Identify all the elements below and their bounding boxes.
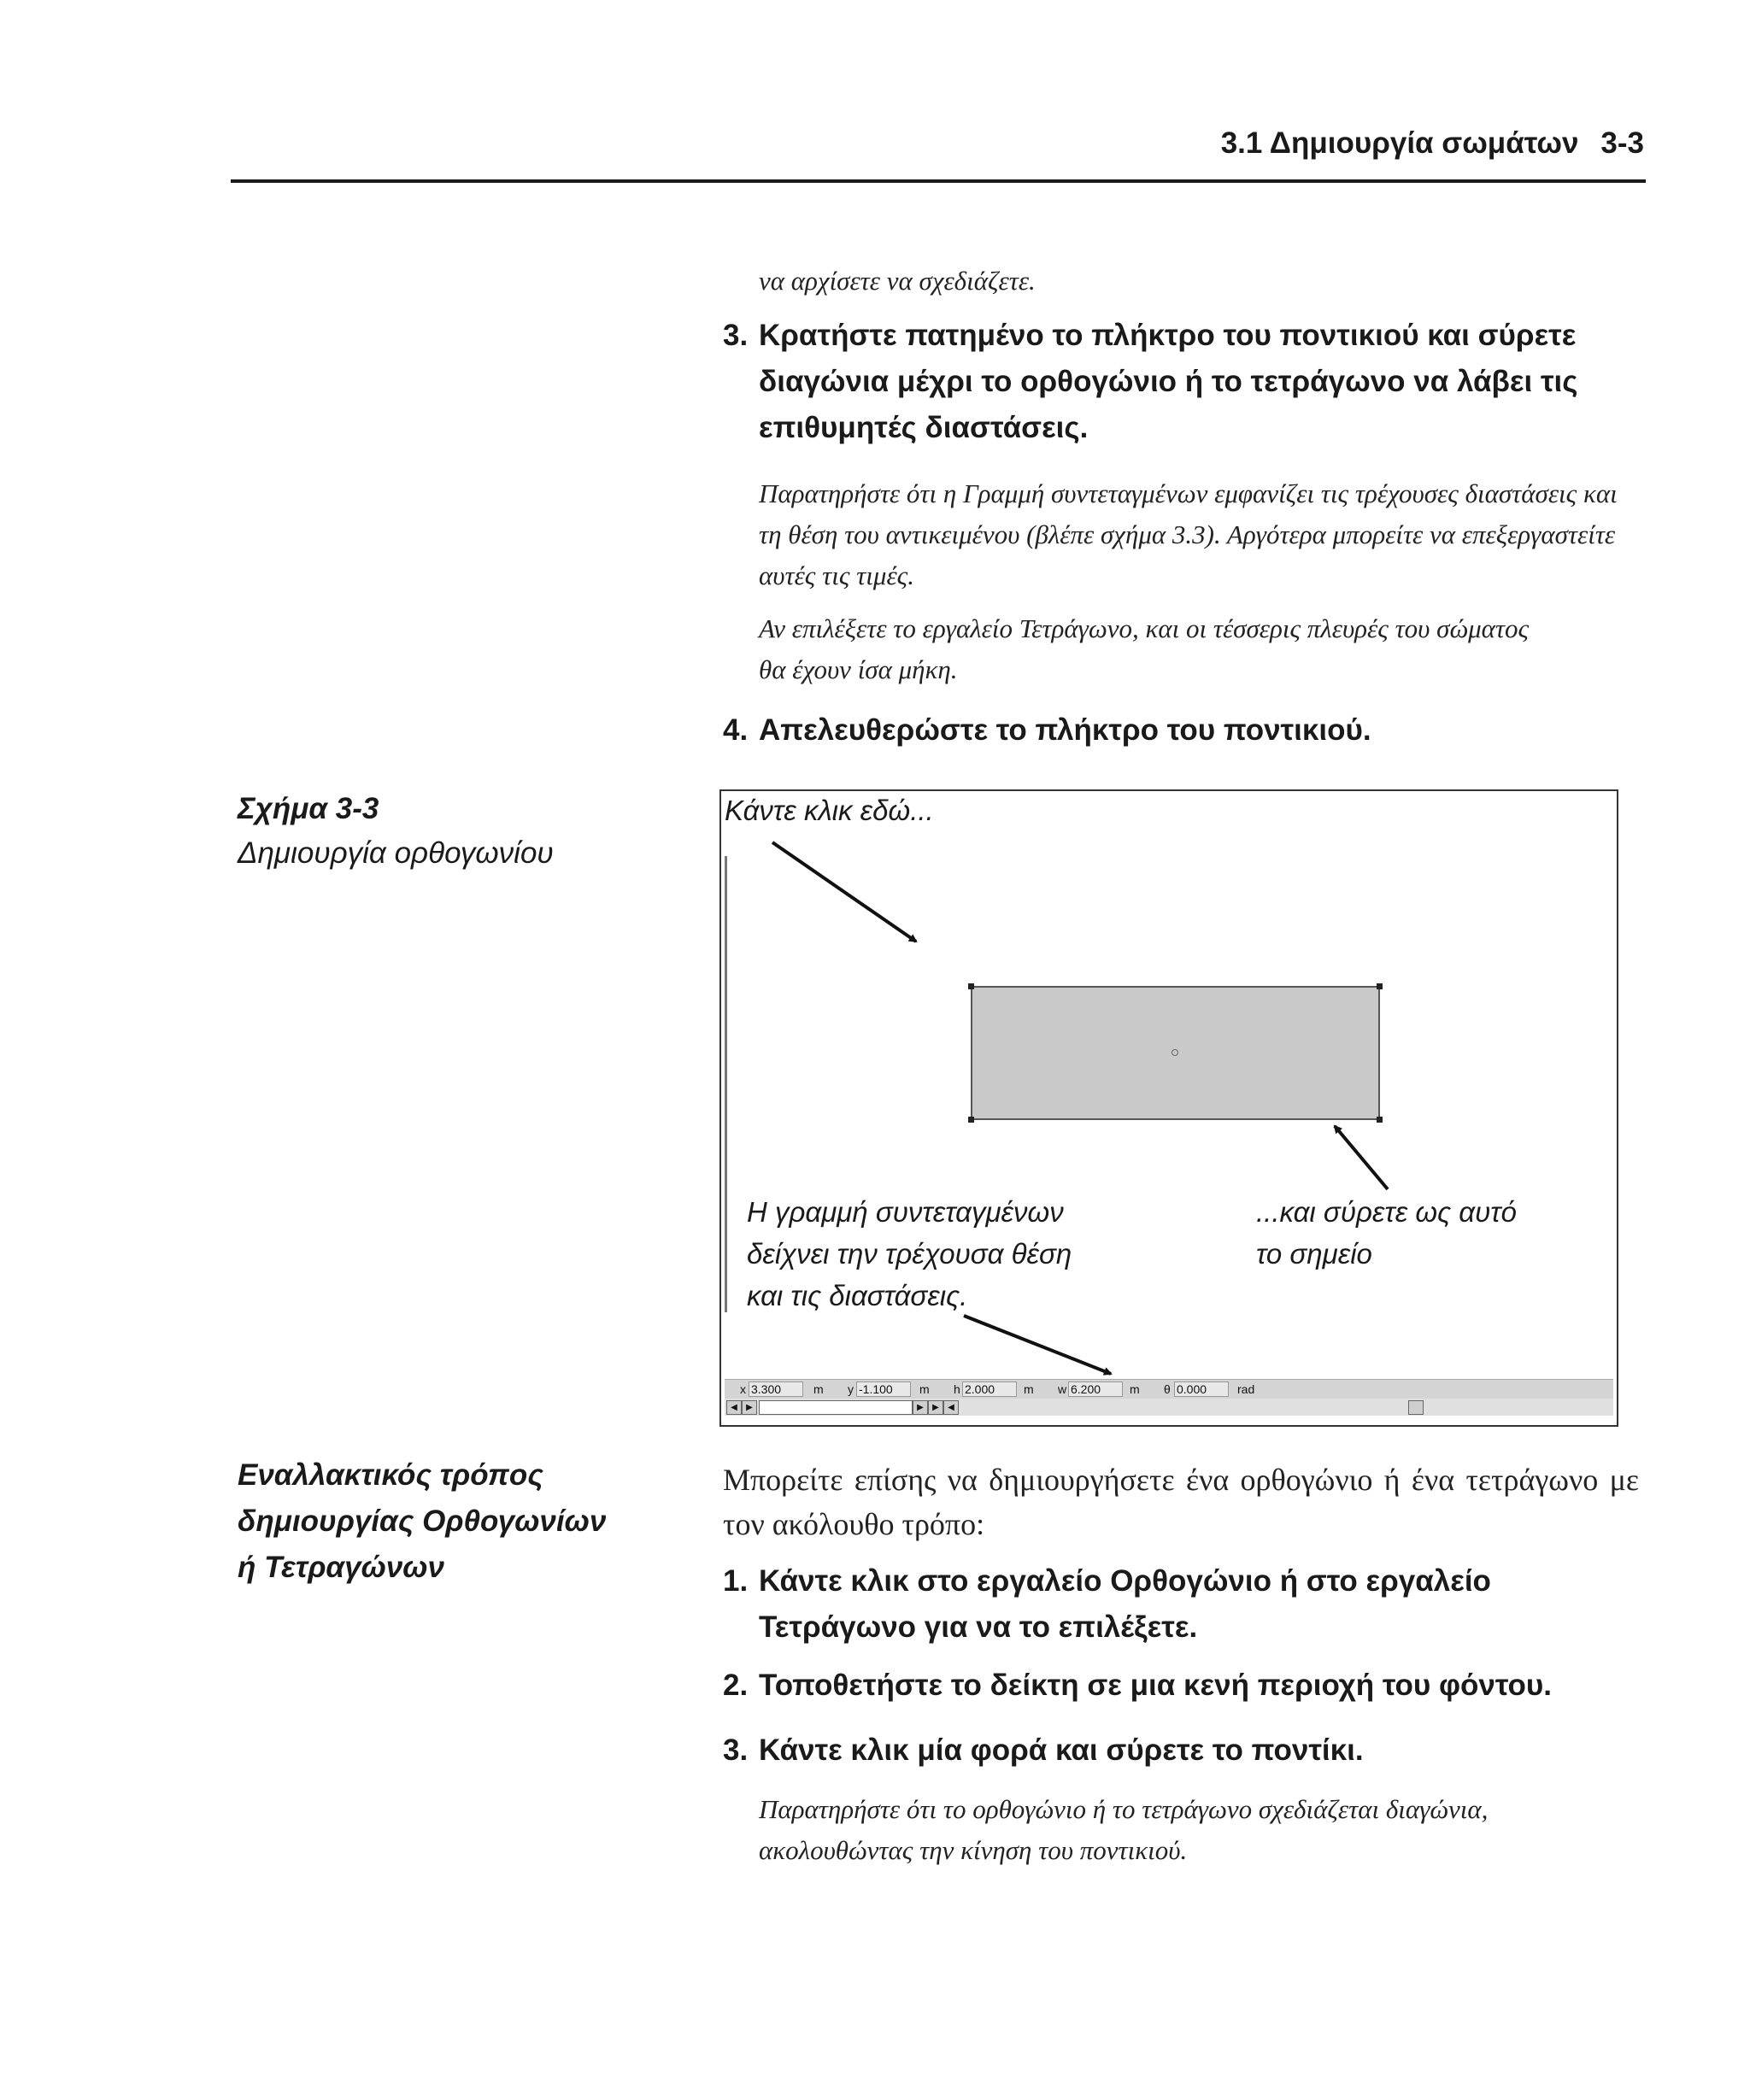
step-text: Τοποθετήστε το δείκτη σε μια κενή περιοχή του φόντου. xyxy=(759,1669,1552,1702)
y-unit: m xyxy=(919,1382,930,1396)
note-square: Αν επιλέξετε το εργαλείο Τετράγωνο, και οι τέσσερις πλευρές του σώματος θα έχουν ίσα μήκη. xyxy=(759,613,1530,684)
step-text: Απελευθερώστε το πλήκτρο του ποντικιού. xyxy=(759,713,1371,747)
heading-line: Εναλλακτικός τρόπος xyxy=(238,1458,543,1492)
drawn-rectangle[interactable] xyxy=(971,986,1380,1120)
x-field[interactable]: 3.300 xyxy=(749,1381,803,1397)
step-text: Κρατήστε πατημένο το πλήκτρο του ποντικιού και σύρετε διαγώνια μέχρι το ορθογώνιο ή το τετράγωνο να λάβει τις επιθυμητές διαστάσεις. xyxy=(759,319,1578,444)
theta-label: θ xyxy=(1164,1382,1171,1396)
header-rule xyxy=(231,179,1646,183)
label-line: Η γραμμή συντεταγμένων xyxy=(747,1196,1064,1228)
step-number: 4. xyxy=(723,713,749,747)
figure-rectangle-creation xyxy=(719,789,1618,1427)
horizontal-scrollbar[interactable] xyxy=(725,1399,1613,1416)
step-3-top xyxy=(723,313,1646,451)
label-line: το σημείο xyxy=(1256,1238,1372,1270)
scroll-track[interactable] xyxy=(759,1400,913,1415)
label-click-here: Κάντε κλικ εδώ... xyxy=(725,795,934,826)
h-field[interactable]: 2.000 xyxy=(962,1381,1017,1397)
x-label: x xyxy=(740,1382,746,1396)
handle-bottom-right[interactable] xyxy=(1377,1117,1383,1123)
alt-step-1 xyxy=(723,1558,1646,1651)
alt-step-2 xyxy=(723,1663,1646,1709)
arrow-click-here xyxy=(772,842,916,941)
label-line: δείχνει την τρέχουσα θέση xyxy=(747,1238,1072,1270)
coordinate-bar xyxy=(725,1379,1613,1399)
page-number: 3-3 xyxy=(1600,126,1644,160)
h-label: h xyxy=(954,1382,960,1396)
figure-number: Σχήμα 3-3 xyxy=(238,792,379,825)
page-last-icon[interactable]: ▶ xyxy=(913,1400,928,1415)
alt-method-intro: Μπορείτε επίσης να δημιουργήσετε ένα ορθογώνιο ή ένα τετράγωνο με τον ακόλουθο τρόπο: xyxy=(723,1463,1639,1541)
h-unit: m xyxy=(1024,1382,1034,1396)
w-field[interactable]: 6.200 xyxy=(1068,1381,1123,1397)
y-field[interactable]: -1.100 xyxy=(856,1381,911,1397)
alt-method-heading xyxy=(238,1452,606,1591)
heading-line: ή Τετραγώνων xyxy=(238,1551,444,1584)
page-end-icon[interactable]: ▶ xyxy=(928,1400,943,1415)
w-unit: m xyxy=(1130,1382,1140,1396)
alt-method-note: Παρατηρήστε ότι το ορθογώνιο ή το τετράγωνο σχεδιάζεται διαγώνια, ακολουθώντας την κίνηση του ποντικιού. xyxy=(759,1794,1489,1865)
heading-line: δημιουργίας Ορθογωνίων xyxy=(238,1505,607,1538)
arrow-drag-point xyxy=(1335,1126,1388,1189)
step-number: 1. xyxy=(723,1564,749,1598)
section-title: 3.1 Δημιουργία σωμάτων xyxy=(1220,126,1579,160)
intro-continuation: να αρχίσετε να σχεδιάζετε. xyxy=(759,266,1036,296)
arrow-coord-bar xyxy=(964,1316,1111,1374)
theta-field[interactable]: 0.000 xyxy=(1174,1381,1229,1397)
y-label: y xyxy=(848,1382,854,1396)
running-head xyxy=(1221,126,1644,161)
handle-top-right[interactable] xyxy=(1377,983,1383,989)
w-label: w xyxy=(1058,1382,1067,1396)
theta-unit: rad xyxy=(1237,1382,1255,1396)
alt-step-3 xyxy=(723,1728,1646,1774)
scroll-thumb[interactable] xyxy=(1408,1400,1424,1415)
label-line: ...και σύρετε ως αυτό xyxy=(1256,1196,1517,1228)
step-text: Κάντε κλικ μία φορά και σύρετε το ποντίκι. xyxy=(759,1733,1364,1767)
label-drag-here xyxy=(1256,1191,1517,1275)
handle-top-left[interactable] xyxy=(968,983,974,989)
note-coordinates: Παρατηρήστε ότι η Γραμμή συντεταγμένων εμφανίζει τις τρέχουσες διαστάσεις και τη θέση του αντικειμένου (βλέπε σχήμα 3.3). Αργότερα μπορείτε να επεξεργαστείτε αυτές τις τιμές. xyxy=(759,478,1618,590)
step-number: 3. xyxy=(723,319,749,352)
label-line: και τις διαστάσεις. xyxy=(747,1280,968,1311)
page-prev-icon[interactable]: ◀ xyxy=(943,1400,959,1415)
center-point-icon xyxy=(1172,1049,1178,1056)
figure-caption: Δημιουργία ορθογωνίου xyxy=(238,836,554,870)
scroll-left-icon[interactable]: ◀ xyxy=(726,1400,742,1415)
step-4-top xyxy=(723,707,1646,754)
label-coord-bar xyxy=(747,1191,1072,1317)
step-text: Κάντε κλικ στο εργαλείο Ορθογώνιο ή στο εργαλείο Τετράγωνο για να το επιλέξετε. xyxy=(759,1564,1491,1644)
x-unit: m xyxy=(813,1382,824,1396)
step-number: 2. xyxy=(723,1669,749,1702)
handle-bottom-left[interactable] xyxy=(968,1117,974,1123)
scroll-right-icon[interactable]: ▶ xyxy=(742,1400,757,1415)
step-number: 3. xyxy=(723,1733,749,1767)
